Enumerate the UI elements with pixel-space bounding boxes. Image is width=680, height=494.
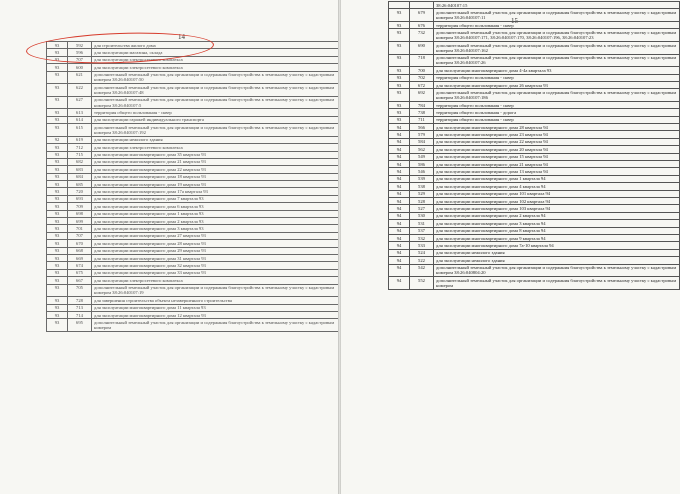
plot-number-cell: 614 [68, 116, 92, 123]
plot-number-cell: 532 [410, 234, 434, 241]
quarter-cell: 93 [47, 116, 68, 123]
plot-number-cell: 784 [410, 101, 434, 108]
quarter-cell: 93 [47, 269, 68, 276]
quarter-cell: 93 [47, 124, 68, 137]
plot-number-cell: 674 [68, 262, 92, 269]
plot-number-cell: 685 [68, 181, 92, 188]
quarter-cell: 93 [47, 84, 68, 97]
table-row [389, 109, 680, 116]
plot-number-cell: 711 [410, 116, 434, 123]
land-plot-table [388, 1, 680, 290]
plot-number-cell [410, 2, 434, 9]
plot-number-cell: 615 [68, 124, 92, 137]
quarter-cell: 93 [47, 151, 68, 158]
plot-number-cell: 538 [410, 183, 434, 190]
quarter-cell: 93 [47, 277, 68, 284]
plot-number-cell: 539 [410, 175, 434, 182]
plot-number-cell: 720 [68, 188, 92, 195]
quarter-cell: 94 [389, 227, 410, 234]
plot-number-cell: 667 [68, 277, 92, 284]
purpose-cell: для эксплуатации многоквартирного дома 19 квартала 93 [92, 181, 339, 188]
purpose-cell: территория общего пользования - дорога [434, 109, 680, 116]
purpose-cell: для эксплуатации многоквартирного дома 32 квартала 93 [92, 262, 339, 269]
plot-number-cell: 546 [410, 168, 434, 175]
right-page [341, 0, 680, 494]
purpose-cell: для эксплуатации многоквартирного дома 1 квартала 93 [92, 210, 339, 217]
table-row [47, 151, 339, 158]
table-row [389, 89, 680, 102]
table-row [389, 198, 680, 205]
quarter-cell: 94 [389, 168, 410, 175]
table-row [47, 64, 339, 71]
purpose-cell: для эксплуатации многоквартирного дома 33 квартала 93 [92, 269, 339, 276]
table-row [389, 249, 680, 256]
quarter-cell: 93 [47, 96, 68, 109]
purpose-cell: дополнительный земельный участок для организации и содержания благоустройства к земельному участку с кадастровым номером 38:26:040804:20 [434, 264, 680, 277]
purpose-cell: для эксплуатации электросетевого комплекса [92, 64, 339, 71]
table-row [47, 254, 339, 261]
purpose-cell: для эксплуатации нежилого здания [92, 136, 339, 143]
page-number: 15 [511, 17, 518, 25]
plot-number-cell: 621 [68, 71, 92, 84]
table-row [389, 146, 680, 153]
quarter-cell [389, 2, 410, 9]
purpose-cell: для эксплуатации многоквартирного дома 3 квартала 94 [434, 220, 680, 227]
table-row [47, 144, 339, 151]
table-row [47, 96, 339, 109]
table-row [47, 158, 339, 165]
purpose-cell: для эксплуатации многоквартирного дома 102 квартала 94 [434, 198, 680, 205]
plot-number-cell: 709 [68, 203, 92, 210]
purpose-cell: для эксплуатации нежилого здания [434, 249, 680, 256]
plot-number-cell: 669 [68, 254, 92, 261]
quarter-cell: 93 [389, 9, 410, 22]
purpose-cell: дополнительный земельный участок для организации и содержания благоустройства к земельному участку с кадастровым номером [92, 319, 339, 332]
table-row [47, 269, 339, 276]
table-row [47, 166, 339, 173]
plot-number-cell: 676 [410, 21, 434, 28]
table-row [47, 71, 339, 84]
table-row [47, 56, 339, 63]
purpose-cell: для эксплуатации многоквартирного дома 2 квартала 93 [92, 218, 339, 225]
table-row [47, 247, 339, 254]
table-row [47, 284, 339, 297]
purpose-cell: дополнительный земельный участок для организации и содержания благоустройства к земельному участку с кадастровым номером 38:26:040107:50 [92, 71, 339, 84]
land-plot-table [46, 41, 338, 332]
quarter-cell: 93 [47, 225, 68, 232]
plot-number-cell: 700 [410, 67, 434, 74]
purpose-cell: для эксплуатации многоквартирного дома 4 квартала 94 [434, 183, 680, 190]
plot-number-cell: 692 [410, 89, 434, 102]
quarter-cell: 93 [47, 188, 68, 195]
purpose-cell: дополнительный земельный участок для организации и содержания благоустройства к земельному участку с кадастровым номером 38:26:040107:186 [434, 89, 680, 102]
purpose-cell: территория общего пользования - сквер [92, 109, 339, 116]
plot-number-cell: 675 [68, 269, 92, 276]
table-row [389, 161, 680, 168]
table-row [47, 218, 339, 225]
purpose-cell: для эксплуатации электросетевого комплекса [92, 144, 339, 151]
purpose-cell: для эксплуатации электросетевого комплекса [92, 277, 339, 284]
page-number: 14 [178, 33, 185, 41]
quarter-cell: 93 [389, 89, 410, 102]
plot-number-cell: 542 [410, 264, 434, 277]
plot-number-cell: 738 [410, 109, 434, 116]
table-row [389, 41, 680, 54]
purpose-cell: для эксплуатации многоквартирного дома 15 квартала 94 [434, 153, 680, 160]
plot-number-cell: 695 [68, 319, 92, 332]
purpose-cell: для эксплуатации многоквартирного дома 7а-10 квартала 94 [434, 242, 680, 249]
table-row [389, 264, 680, 277]
table-row [47, 84, 339, 97]
table-row [389, 234, 680, 241]
plot-number-cell: 592 [68, 42, 92, 49]
quarter-cell: 93 [389, 101, 410, 108]
table-row [389, 227, 680, 234]
purpose-cell: для эксплуатации многоквартирного дома 103 квартала 94 [434, 205, 680, 212]
table-row [389, 190, 680, 197]
plot-number-cell: 619 [68, 136, 92, 143]
quarter-cell: 93 [389, 41, 410, 54]
quarter-cell: 94 [389, 161, 410, 168]
table-row [47, 116, 339, 123]
quarter-cell: 93 [389, 54, 410, 67]
purpose-cell: для эксплуатации многоквартирного дома 6 квартала 93 [92, 203, 339, 210]
plot-number-cell: 682 [68, 158, 92, 165]
quarter-cell: 93 [47, 49, 68, 56]
purpose-cell: дополнительный земельный участок для организации и содержания благоустройства к земельному участку с кадастровым номером 38:26:040107:26 [434, 54, 680, 67]
purpose-cell: для эксплуатации многоквартирного дома 26 квартала 93 [434, 81, 680, 88]
plot-number-cell: 533 [410, 242, 434, 249]
purpose-cell: дополнительный земельный участок для организации и содержания благоустройства к земельному участку с кадастровым номером 38:26:040107:171, 38:26:040107:170, 38:26:040107:196, 38:26:040107:23 [434, 29, 680, 42]
purpose-cell: для эксплуатации многоквартирного дома 8 квартала 94 [434, 227, 680, 234]
quarter-cell: 93 [47, 311, 68, 318]
plot-number-cell: 537 [410, 227, 434, 234]
purpose-cell: для эксплуатации многоквартирного дома 18 квартала 93 [92, 173, 339, 180]
table-row [389, 67, 680, 74]
table-row [389, 220, 680, 227]
quarter-cell: 93 [389, 116, 410, 123]
purpose-cell: для эксплуатации многоквартирного дома 31 квартала 93 [92, 254, 339, 261]
purpose-cell: территория общего пользования - сквер [434, 101, 680, 108]
purpose-cell: для эксплуатации электросетевого комплекса [92, 56, 339, 63]
plot-number-cell: 732 [410, 29, 434, 42]
plot-number-cell: 531 [410, 220, 434, 227]
quarter-cell: 93 [47, 109, 68, 116]
quarter-cell: 93 [47, 173, 68, 180]
table-row [47, 173, 339, 180]
purpose-cell: для завершения строительства объекта незавершенного строительства [92, 297, 339, 304]
plot-number-cell: 707 [68, 56, 92, 63]
plot-number-cell: 586 [410, 161, 434, 168]
plot-number-cell: 713 [68, 304, 92, 311]
table-row [389, 153, 680, 160]
plot-number-cell: 584 [410, 138, 434, 145]
purpose-cell: для эксплуатации многоквартирного дома 21 квартала 93 [92, 158, 339, 165]
plot-number-cell: 718 [410, 54, 434, 67]
plot-number-cell: 684 [68, 173, 92, 180]
purpose-cell: для эксплуатации многоквартирного дома 4-4а квартала 93 [434, 67, 680, 74]
quarter-cell: 94 [389, 205, 410, 212]
plot-number-cell: 683 [68, 166, 92, 173]
purpose-cell: для эксплуатации многоквартирного дома 3 квартала 93 [92, 225, 339, 232]
quarter-cell: 94 [389, 190, 410, 197]
table-row [389, 168, 680, 175]
plot-number-cell: 705 [68, 284, 92, 297]
quarter-cell: 94 [389, 242, 410, 249]
plot-number-cell: 522 [410, 257, 434, 264]
table-row [389, 124, 680, 131]
plot-number-cell: 528 [410, 198, 434, 205]
quarter-cell: 93 [47, 203, 68, 210]
purpose-cell: для эксплуатации многоквартирного дома 13 квартала 94 [434, 168, 680, 175]
table-row [389, 54, 680, 67]
purpose-cell: для эксплуатации многоквартирного дома 21 квартала 94 [434, 161, 680, 168]
purpose-cell: для эксплуатации многоквартирного дома 1 квартала 94 [434, 175, 680, 182]
table-row [47, 297, 339, 304]
quarter-cell: 93 [47, 304, 68, 311]
purpose-cell: для эксплуатации многоквартирного дома 23 квартала 94 [434, 131, 680, 138]
table-row [389, 277, 680, 290]
quarter-cell: 94 [389, 153, 410, 160]
quarter-cell: 93 [47, 181, 68, 188]
table-row [389, 138, 680, 145]
purpose-cell: для эксплуатации гаражей индивидуального транспорта [92, 116, 339, 123]
purpose-cell: для эксплуатации многоквартирного дома 11 квартала 93 [92, 304, 339, 311]
purpose-cell: дополнительный земельный участок для организации и содержания благоустройства к земельному участку с кадастровым номером 38:26:040107:19 [92, 284, 339, 297]
purpose-cell: территория общего пользования - сквер [434, 116, 680, 123]
plot-number-cell: 596 [68, 49, 92, 56]
quarter-cell: 94 [389, 257, 410, 264]
plot-number-cell: 627 [68, 96, 92, 109]
quarter-cell: 93 [389, 29, 410, 42]
left-page [0, 0, 338, 494]
plot-number-cell: 524 [410, 249, 434, 256]
table-row [47, 319, 339, 332]
quarter-cell: 93 [389, 109, 410, 116]
plot-number-cell: 702 [410, 74, 434, 81]
quarter-cell: 94 [389, 277, 410, 290]
table-row [47, 304, 339, 311]
purpose-cell: для эксплуатации магазина, склада [92, 49, 339, 56]
quarter-cell: 94 [389, 124, 410, 131]
plot-number-cell: 701 [68, 225, 92, 232]
plot-number-cell: 562 [410, 146, 434, 153]
purpose-cell: для эксплуатации многоквартирного дома 12 квартала 93 [92, 311, 339, 318]
purpose-cell: для эксплуатации многоквартирного дома 27 квартала 93 [92, 232, 339, 239]
table-row [47, 203, 339, 210]
plot-number-cell: 712 [68, 144, 92, 151]
quarter-cell: 92 [47, 136, 68, 143]
quarter-cell: 93 [47, 195, 68, 202]
quarter-cell: 93 [389, 67, 410, 74]
table-row [389, 257, 680, 264]
quarter-cell: 93 [47, 56, 68, 63]
purpose-cell: для эксплуатации многоквартирного дома 2 квартала 94 [434, 212, 680, 219]
plot-number-cell: 529 [410, 190, 434, 197]
table-row [47, 188, 339, 195]
plot-number-cell: 670 [68, 240, 92, 247]
quarter-cell: 93 [47, 284, 68, 297]
quarter-cell: 93 [47, 42, 68, 49]
plot-number-cell: 527 [410, 205, 434, 212]
quarter-cell: 94 [389, 198, 410, 205]
plot-number-cell: 699 [68, 218, 92, 225]
quarter-cell: 93 [47, 262, 68, 269]
quarter-cell: 93 [47, 166, 68, 173]
purpose-cell: дополнительный земельный участок для организации и содержания благоустройства к земельному участку с кадастровым номером 38:26:040107:11 [434, 9, 680, 22]
table-row [47, 232, 339, 239]
quarter-cell: 94 [389, 249, 410, 256]
plot-number-cell: 530 [410, 212, 434, 219]
quarter-cell: 94 [389, 212, 410, 219]
table-row [389, 205, 680, 212]
table-row [47, 210, 339, 217]
purpose-cell: для эксплуатации многоквартирного дома 28 квартала 93 [92, 240, 339, 247]
quarter-cell: 93 [47, 144, 68, 151]
quarter-cell: 93 [47, 232, 68, 239]
purpose-cell: для эксплуатации многоквартирного дома 17а квартала 93 [92, 188, 339, 195]
quarter-cell: 94 [389, 183, 410, 190]
purpose-cell: для эксплуатации многоквартирного дома 20 квартала 94 [434, 146, 680, 153]
purpose-cell: для строительства жилого дома [92, 42, 339, 49]
quarter-cell: 93 [389, 81, 410, 88]
plot-number-cell: 679 [410, 9, 434, 22]
quarter-cell: 93 [47, 297, 68, 304]
plot-number-cell: 707 [68, 232, 92, 239]
table-row [389, 21, 680, 28]
table-row [389, 101, 680, 108]
quarter-cell: 93 [47, 254, 68, 261]
quarter-cell: 94 [389, 175, 410, 182]
purpose-cell: для эксплуатации нежилого здания [434, 257, 680, 264]
purpose-cell: 38:26:040107:15 [434, 2, 680, 9]
purpose-cell: дополнительный земельный участок для организации и содержания благоустройства к земельному участку с кадастровым номером 38:26:040107:48 [92, 84, 339, 97]
table-row [389, 212, 680, 219]
plot-number-cell: 698 [68, 210, 92, 217]
purpose-cell: для эксплуатации многоквартирного дома 22 квартала 93 [92, 166, 339, 173]
plot-number-cell: 549 [410, 153, 434, 160]
table-row [47, 311, 339, 318]
plot-number-cell: 714 [68, 311, 92, 318]
purpose-cell: для эксплуатации многоквартирного дома 9 квартала 94 [434, 234, 680, 241]
quarter-cell: 93 [47, 158, 68, 165]
purpose-cell: для эксплуатации многоквартирного дома 7 квартала 93 [92, 195, 339, 202]
quarter-cell: 93 [47, 71, 68, 84]
quarter-cell: 93 [47, 210, 68, 217]
plot-number-cell: 622 [68, 84, 92, 97]
purpose-cell: для эксплуатации многоквартирного дома 28 квартала 94 [434, 124, 680, 131]
table-row [47, 195, 339, 202]
table-row [389, 9, 680, 22]
table-row [389, 81, 680, 88]
table-row [47, 42, 339, 49]
plot-number-cell: 693 [68, 195, 92, 202]
purpose-cell: дополнительный земельный участок для организации и содержания благоустройства к земельному участку с кадастровым номером 38:26:040107:192 [92, 124, 339, 137]
purpose-cell: дополнительный земельный участок для организации и содержания благоустройства к земельному участку с кадастровым номером 38:26:040107:5 [92, 96, 339, 109]
plot-number-cell: 566 [410, 124, 434, 131]
table-row [47, 225, 339, 232]
purpose-cell: для эксплуатации многоквартирного дома 29 квартала 93 [92, 247, 339, 254]
plot-number-cell: 715 [68, 151, 92, 158]
plot-number-cell: 600 [68, 64, 92, 71]
table-row [47, 240, 339, 247]
quarter-cell: 94 [389, 220, 410, 227]
purpose-cell: для эксплуатации многоквартирного дома 101 квартала 94 [434, 190, 680, 197]
plot-number-cell: 668 [68, 247, 92, 254]
table-row [389, 131, 680, 138]
plot-number-cell: 672 [410, 81, 434, 88]
quarter-cell: 93 [389, 74, 410, 81]
table-row [389, 242, 680, 249]
table-row [47, 109, 339, 116]
quarter-cell: 94 [389, 264, 410, 277]
plot-number-cell: 552 [410, 277, 434, 290]
purpose-cell: для эксплуатации многоквартирного дома 22 квартала 94 [434, 138, 680, 145]
table-row [389, 74, 680, 81]
quarter-cell: 93 [47, 247, 68, 254]
quarter-cell: 94 [389, 131, 410, 138]
table-row [389, 29, 680, 42]
quarter-cell: 93 [47, 64, 68, 71]
quarter-cell: 93 [47, 240, 68, 247]
quarter-cell: 93 [389, 21, 410, 28]
table-row [389, 2, 680, 9]
quarter-cell: 94 [389, 146, 410, 153]
plot-number-cell: 579 [410, 131, 434, 138]
quarter-cell: 93 [47, 218, 68, 225]
table-row [389, 116, 680, 123]
purpose-cell: для эксплуатации многоквартирного дома 35 квартала 93 [92, 151, 339, 158]
table-row [389, 175, 680, 182]
quarter-cell: 94 [389, 138, 410, 145]
quarter-cell: 93 [47, 319, 68, 332]
table-row [389, 183, 680, 190]
table-row [47, 124, 339, 137]
table-row [47, 277, 339, 284]
purpose-cell: территория общего пользования - сквер [434, 74, 680, 81]
table-row [47, 262, 339, 269]
plot-number-cell: 613 [68, 109, 92, 116]
quarter-cell: 94 [389, 234, 410, 241]
purpose-cell: дополнительный земельный участок для организации и содержания благоустройства к земельному участку с кадастровым номером [434, 277, 680, 290]
table-row [47, 181, 339, 188]
purpose-cell: территория общего пользования - сквер [434, 21, 680, 28]
purpose-cell: дополнительный земельный участок для организации и содержания благоустройства к земельному участку с кадастровым номером 38:26:040107:162 [434, 41, 680, 54]
plot-number-cell: 728 [68, 297, 92, 304]
table-row [47, 136, 339, 143]
plot-number-cell: 690 [410, 41, 434, 54]
table-row [47, 49, 339, 56]
